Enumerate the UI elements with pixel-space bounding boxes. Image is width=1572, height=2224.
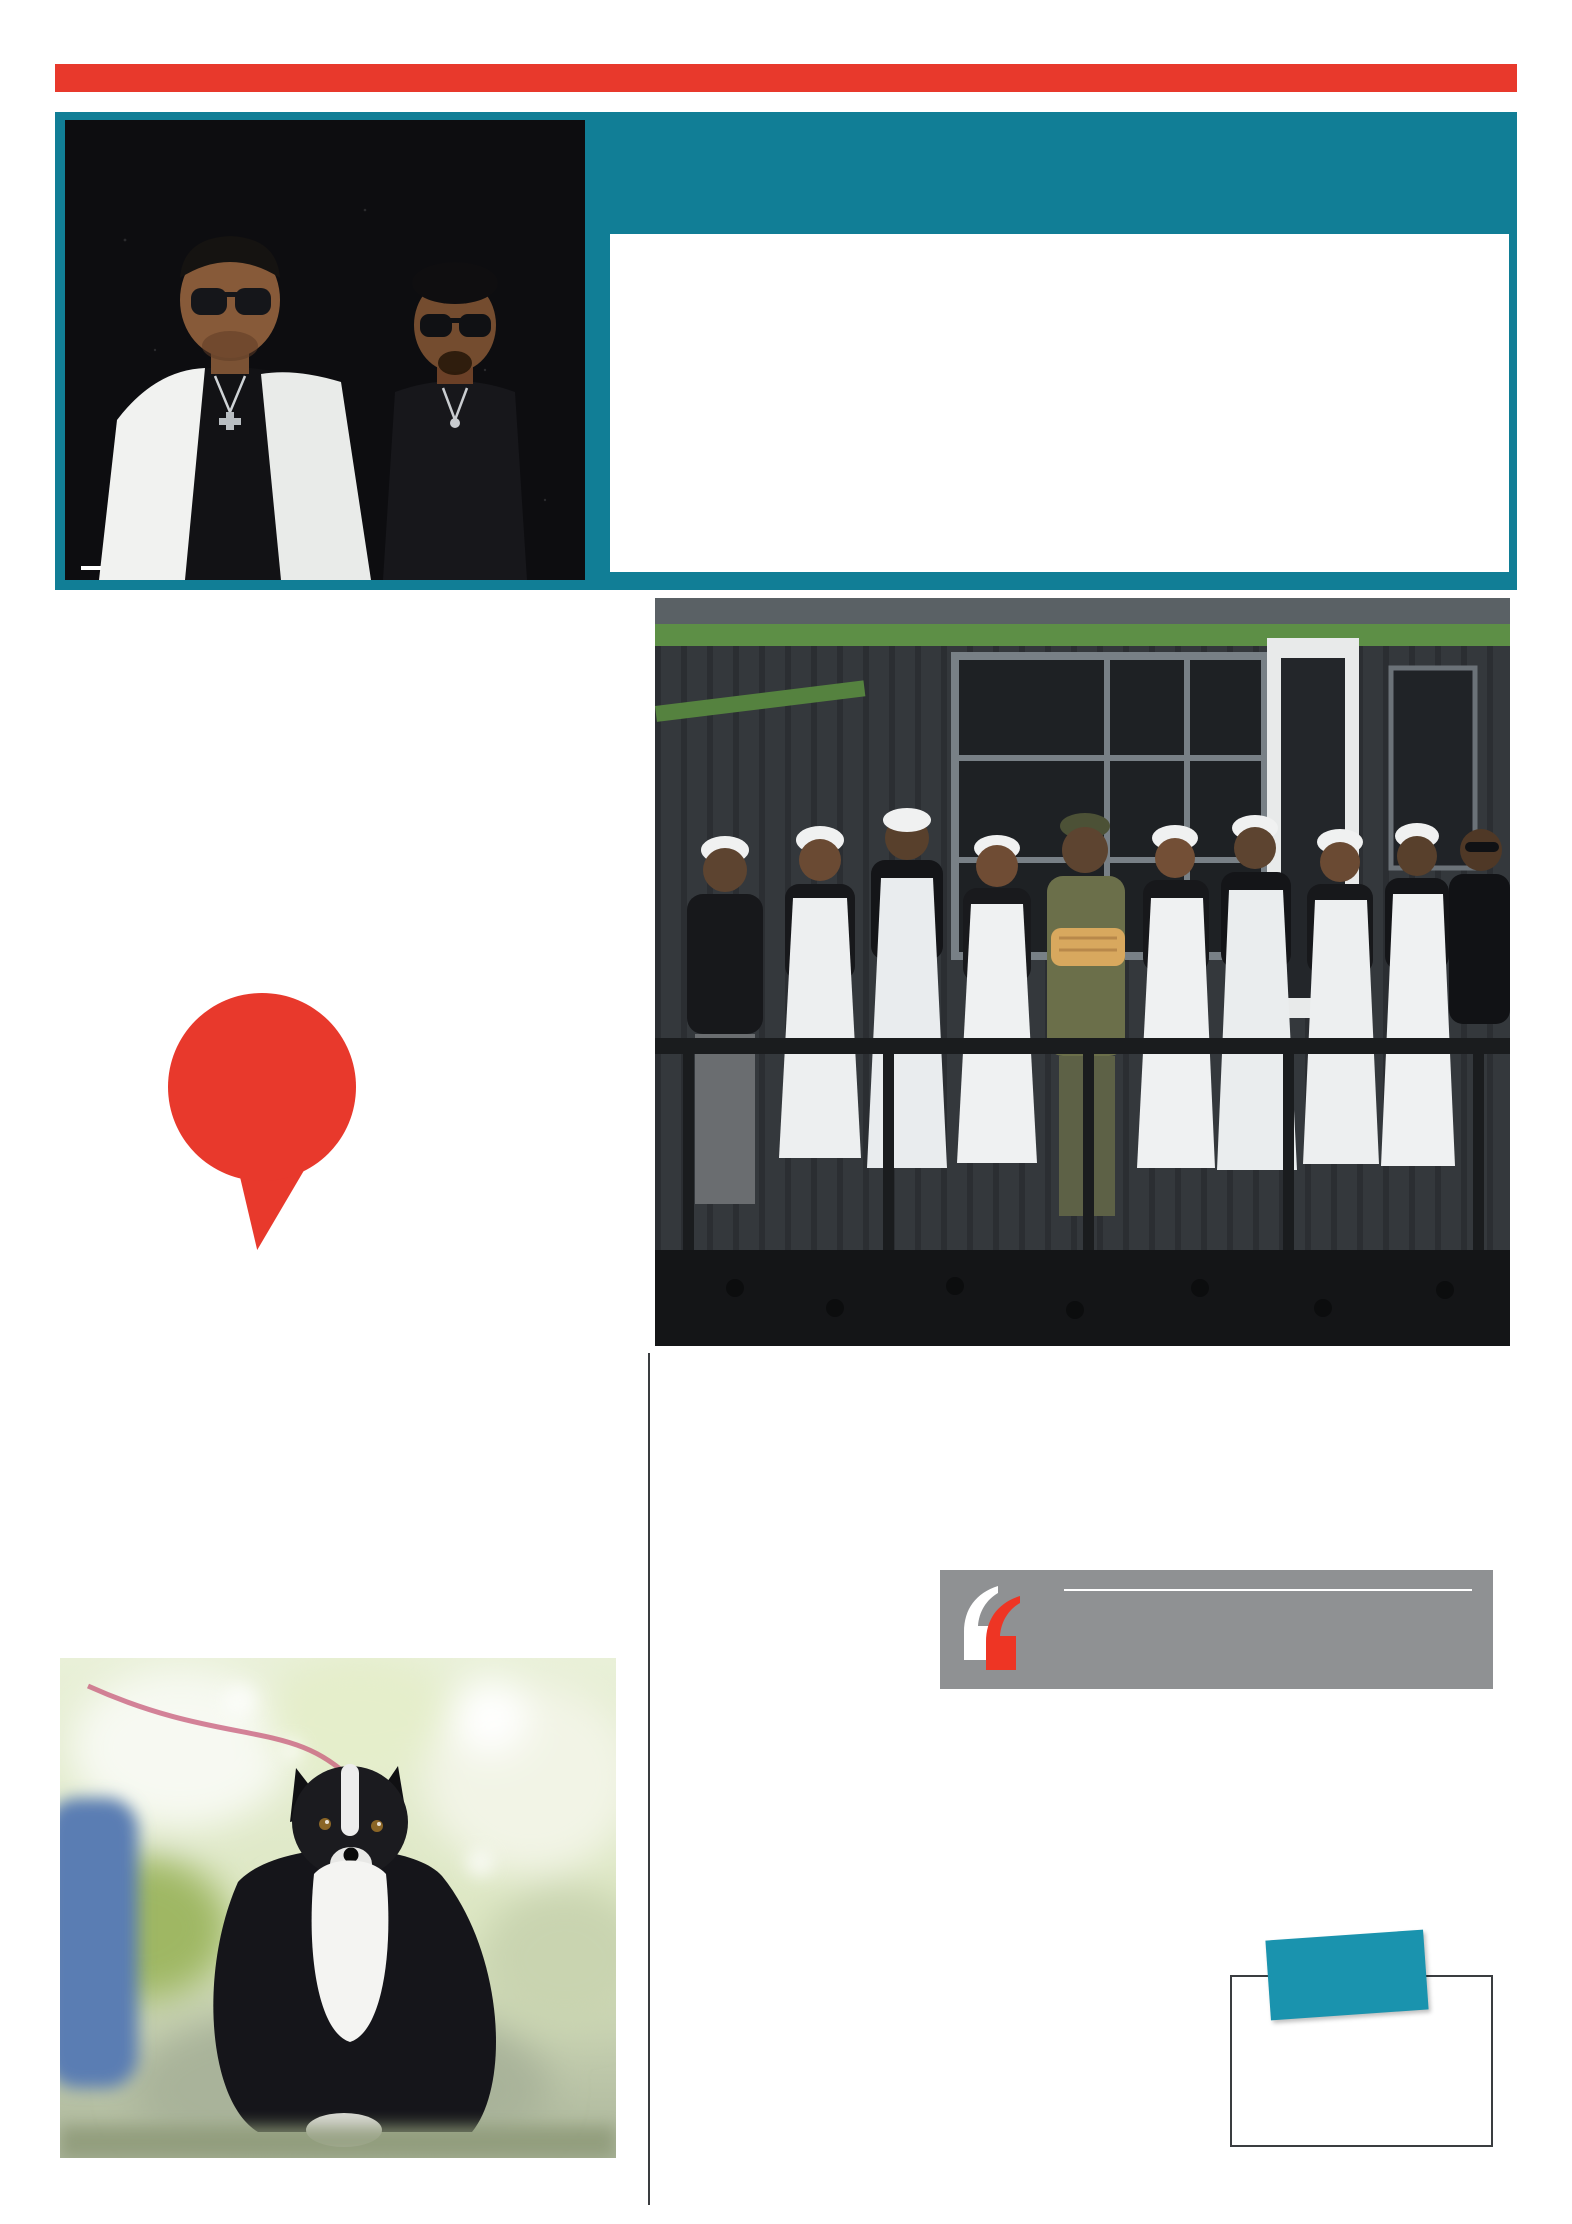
year-badge bbox=[1265, 1930, 1428, 2021]
masthead-left bbox=[69, 68, 109, 88]
byline bbox=[626, 242, 1493, 264]
dog-photo-illustration bbox=[60, 1658, 616, 2158]
masthead-bar bbox=[55, 64, 1517, 92]
byline bbox=[78, 733, 85, 755]
bakery-article-column-2 bbox=[935, 1705, 1202, 2185]
dogs-article-column-1 bbox=[78, 770, 346, 1615]
bakery-article-column-3 bbox=[1225, 1705, 1492, 1945]
pull-quote-box bbox=[940, 1570, 1493, 1689]
bakery-article-column-1 bbox=[655, 1612, 922, 2204]
pull-quote-bubble bbox=[168, 993, 356, 1181]
pull-quote-rule bbox=[1064, 1589, 1472, 1591]
bubble-wrap-spacer bbox=[367, 988, 449, 1256]
pull-quote-content bbox=[1056, 1582, 1480, 1597]
jaziel-photo-illustration bbox=[65, 120, 585, 580]
person-in-blue bbox=[60, 1798, 138, 2088]
photo-caption bbox=[81, 566, 101, 570]
bakery-photo-illustration bbox=[655, 598, 1510, 1346]
bakery-photo bbox=[655, 598, 1510, 1346]
dog-photo bbox=[60, 1658, 616, 2158]
weekend-events-box bbox=[610, 234, 1509, 572]
byline bbox=[655, 1582, 662, 1604]
dogs-article-column-2 bbox=[367, 770, 617, 1615]
jaziel-brothers-photo bbox=[65, 120, 585, 580]
column-divider-rule bbox=[648, 1353, 650, 2205]
quotation-mark-icon bbox=[964, 1586, 1030, 1672]
weekend-banner bbox=[55, 112, 1517, 590]
